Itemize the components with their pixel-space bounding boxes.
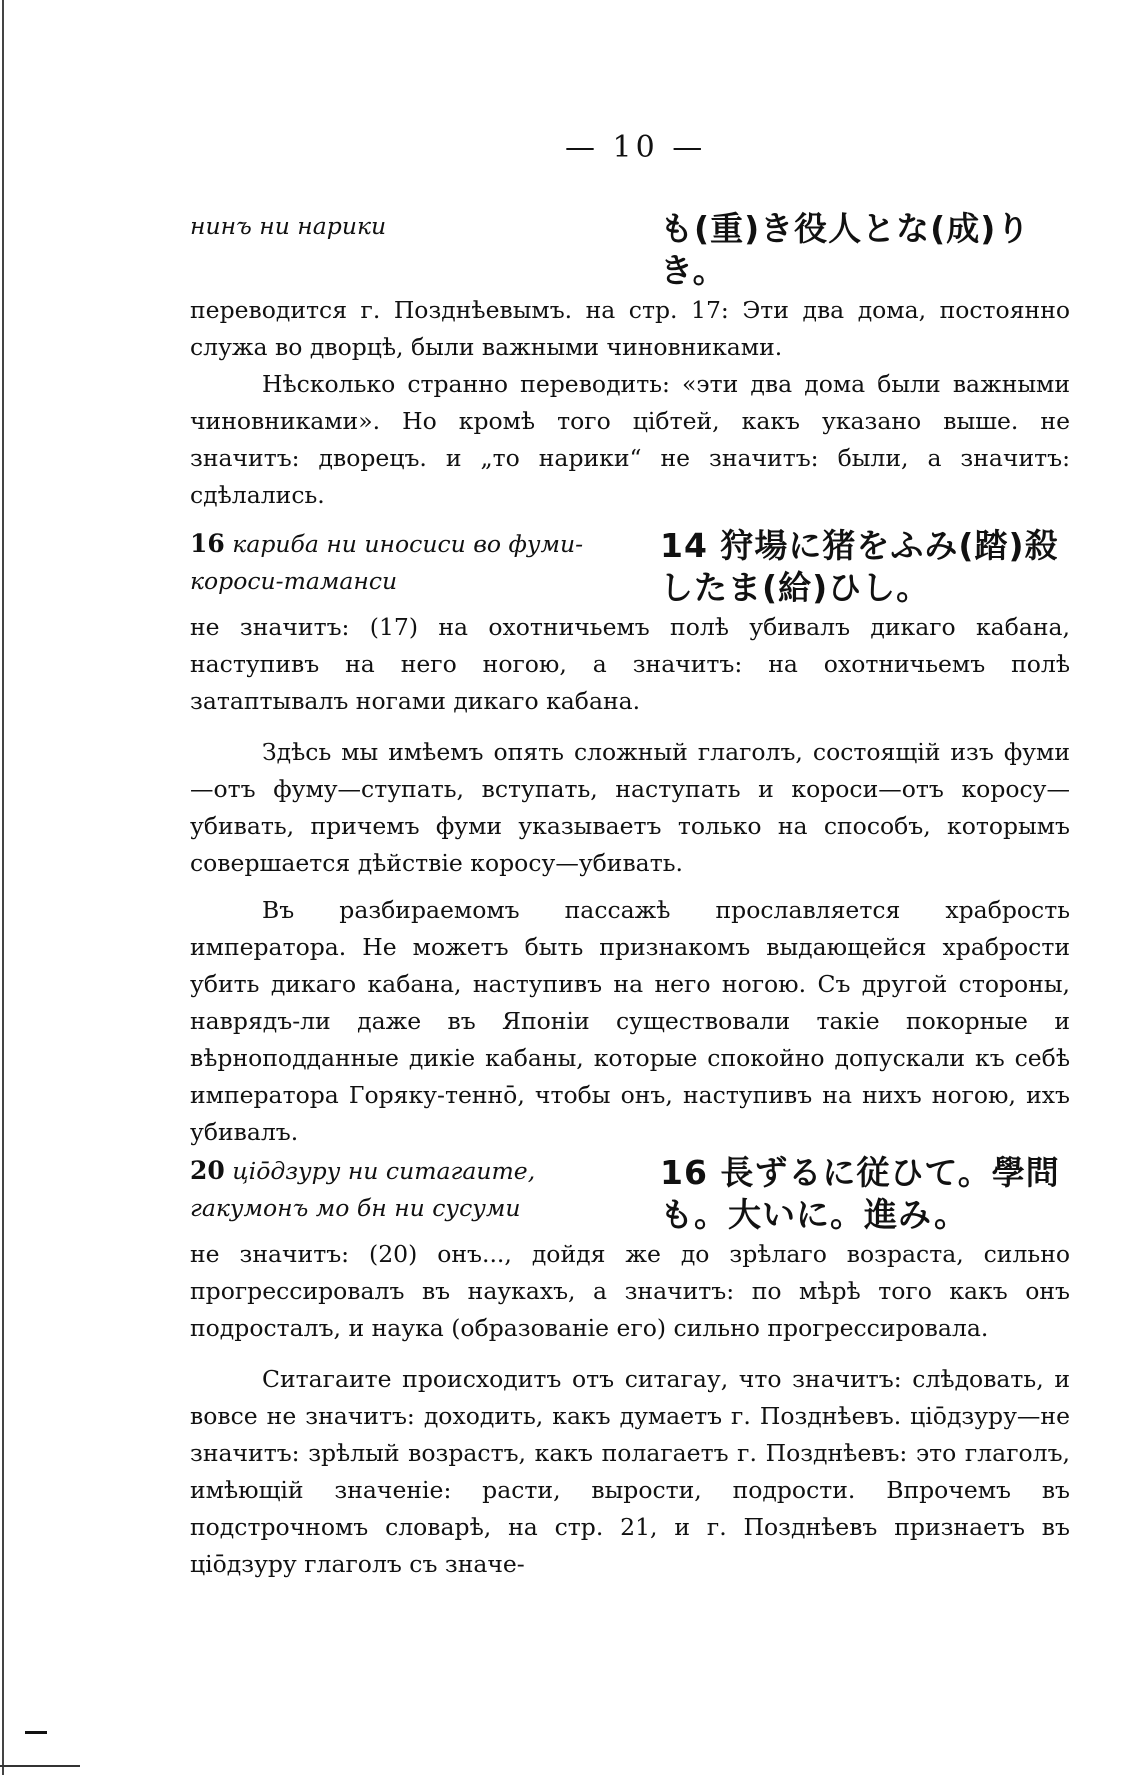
entry-continued <box>190 208 1070 514</box>
paragraph: Ситагаите происходитъ отъ ситагау, что значитъ: слѣдовать, и вовсе не значитъ: доходить, какъ думаетъ г. Позднѣевъ. цiōдзуру—не значитъ: зрѣлый возрастъ, какъ полагаетъ г. Позднѣевъ: это глаголъ, имѣющiй значенiе: расти, вырости, подрости. Впрочемъ въ подстрочномъ словарѣ, на стр. 21, и г. Позднѣевъ признаетъ въ цiōдзуру глаголъ съ значе- <box>190 1365 1070 1578</box>
entry-head-row <box>190 525 1070 609</box>
japanese-phrase: も(重)き役人とな(成)りき。 <box>660 209 1031 290</box>
entry-20 <box>190 1152 1070 1583</box>
entry-head-row <box>190 1152 1070 1236</box>
entry-16 <box>190 525 1070 1151</box>
romanized-phrase: 20 цiōдзуру ни ситагаите, гакумонъ мо бн ни сусуми <box>190 1156 536 1222</box>
entry-number: 16 <box>190 529 225 558</box>
page-left-edge <box>2 0 4 1775</box>
japanese-phrase: 14 狩場に猪をふみ(踏)殺したま(給)ひし。 <box>660 526 1059 607</box>
bottom-rule <box>0 1765 80 1767</box>
page-number: — 10 — <box>565 130 707 165</box>
paragraph: Нѣсколько странно переводить: «эти два дома были важными чиновниками». Но кромѣ того цiбтей, какъ указано выше. не значитъ: дворецъ. и „то нарики“ не значитъ: были, а значитъ: сдѣлались. <box>190 370 1070 509</box>
paragraph: Здѣсь мы имѣемъ опять сложный глаголъ, состоящiй изъ фуми—отъ фуму—ступать, вступать, наступать и короси—отъ коросу—убивать, причемъ фуми указываетъ только на способъ, которымъ совершается дѣйствiе коросу—убивать. <box>190 738 1070 877</box>
paragraph: не значитъ: (17) на охотничьемъ полѣ убивалъ дикаго кабана, наступивъ на него ногою, а значитъ: на охотничьемъ полѣ затаптывалъ ногами дикаго кабана. <box>190 613 1070 715</box>
japanese-phrase: 16 長ずるに従ひて。學問も。大いに。進み。 <box>660 1153 1060 1234</box>
entry-head-row <box>190 208 1070 292</box>
paragraph: не значитъ: (20) онъ..., дойдя же до зрѣлаго возраста, сильно прогрессировалъ въ наукахъ, а значитъ: по мѣрѣ того какъ онъ подросталъ, и наука (образованiе его) сильно прогрессировала. <box>190 1240 1070 1342</box>
romanized-phrase: нинъ ни нарики <box>190 212 387 240</box>
entry-number: 20 <box>190 1156 225 1185</box>
margin-mark <box>25 1731 47 1734</box>
paragraph: переводится г. Позднѣевымъ. на стр. 17: Эти два дома, постоянно служа во дворцѣ, были важными чиновниками. <box>190 296 1070 361</box>
romanized-phrase: 16 кариба ни иносиси во фуми-короси-таманси <box>190 529 584 595</box>
paragraph: Въ разбираемомъ пассажѣ прославляется храбрость императора. Не можетъ быть признакомъ выдающейся храбрости убить дикаго кабана, наступивъ на него ногою. Съ другой стороны, наврядъ-ли даже въ Японiи существовали такiе покорные и вѣрноподданные дикiе кабаны, которые спокойно допускали къ себѣ императора Горяку-теннō, чтобы онъ, наступивъ на нихъ ногою, ихъ убивалъ. <box>190 896 1070 1146</box>
